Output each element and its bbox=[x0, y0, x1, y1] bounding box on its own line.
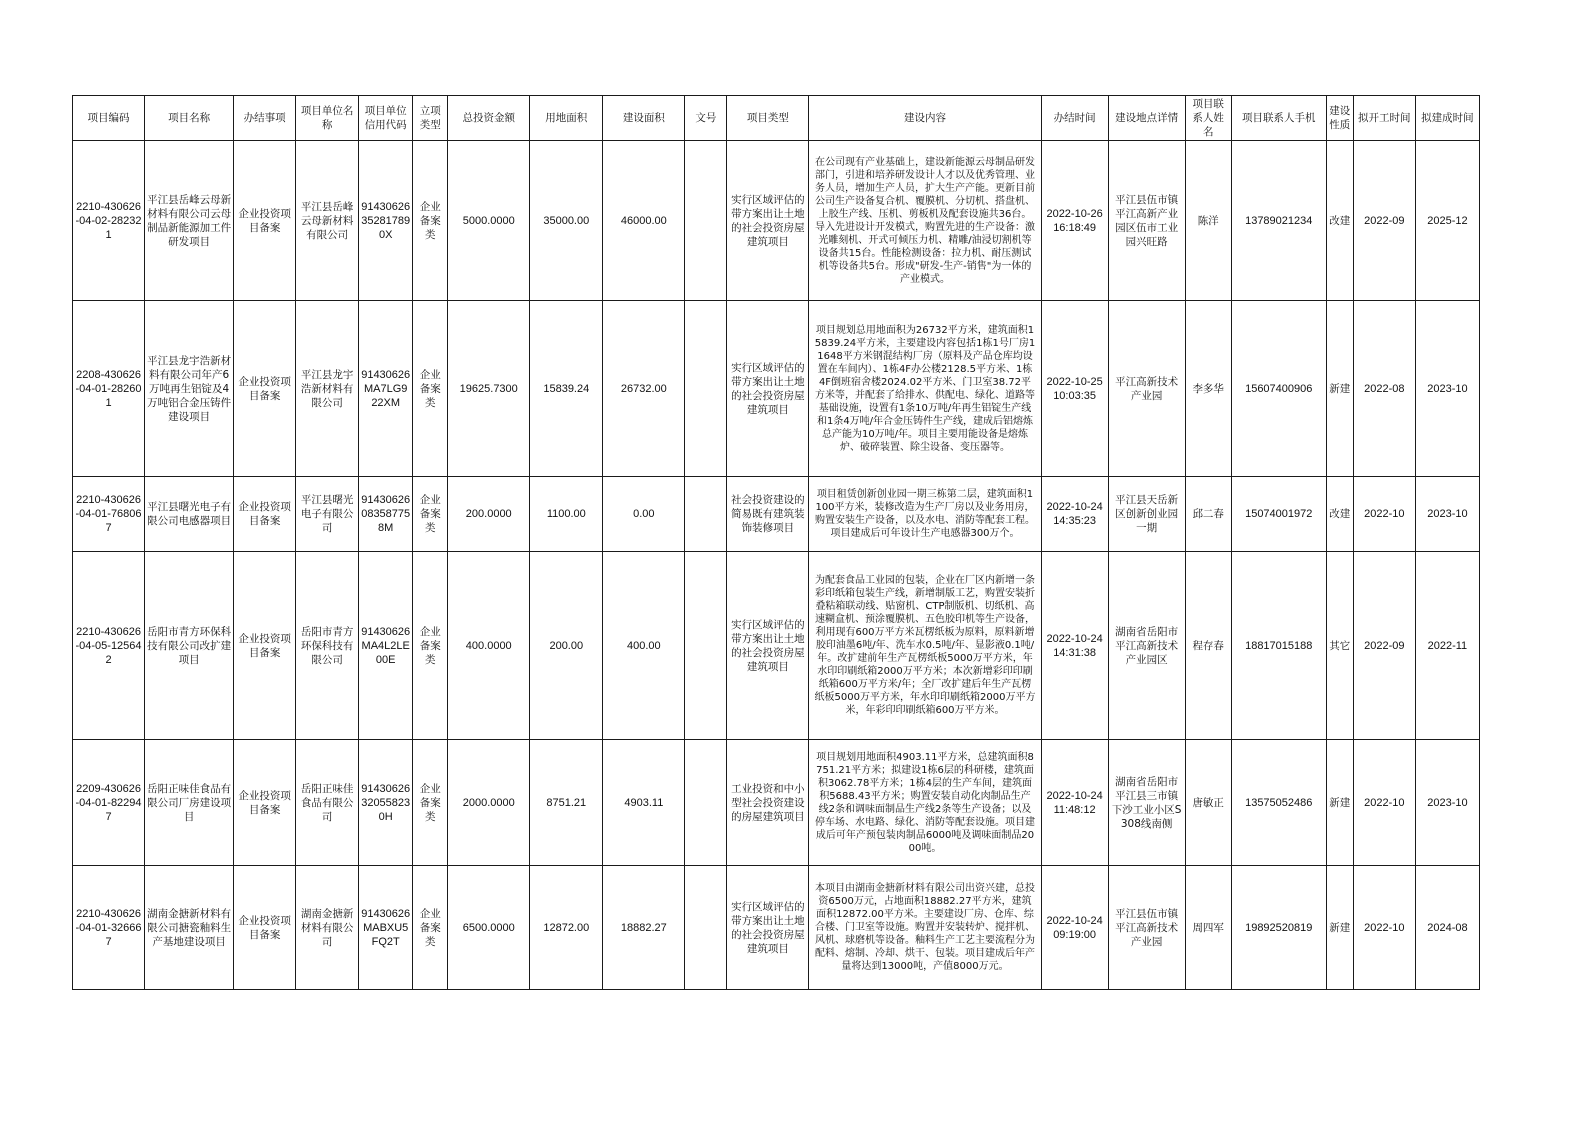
planned-start: 2022-10 bbox=[1353, 740, 1415, 866]
planned-completion: 2023-10 bbox=[1415, 740, 1479, 866]
completion-time: 2022-10-24 11:48:12 bbox=[1041, 740, 1108, 866]
construction-content: 项目租赁创新创业园一期三栋第二层，建筑面积1100平方米，装修改造为生产厂房以及业务用房，购置安装生产设备，以及水电、消防等配套工程。项目建成后可年设计生产电感器300万个。 bbox=[809, 477, 1041, 552]
project-code: 2210-430626-04-01-768067 bbox=[73, 477, 145, 552]
credit-code: 91430626MA4L2LE00E bbox=[359, 552, 413, 740]
project-name: 岳阳正味佳食品有限公司厂房建设项目 bbox=[145, 740, 234, 866]
completion-time: 2022-10-24 09:19:00 bbox=[1041, 866, 1108, 990]
land-area: 35000.00 bbox=[530, 141, 603, 301]
total-investment: 2000.0000 bbox=[448, 740, 530, 866]
construction-content: 为配套食品工业园的包装，企业在厂区内新增一条彩印纸箱包装生产线，新增制版工艺，购置安装折叠粘箱联动线、贴窗机、CTP制版机、切纸机、高速糊盒机、预涂覆膜机、五色胶印机等生产设备，利用现有600万平方米瓦楞纸板为原料，原料新增胶印油墨6吨/年、洗车水0.5吨/年、显影液0.1吨/年。改扩建前年生产瓦楞纸板5000万平方米，年水印印刷纸箱2000万平方米；本次新增彩印印刷纸箱600万平方米/年；全厂改扩建后年生产瓦楞纸板5000万平方米，年水印印刷纸箱2000万平方米，年彩印印刷纸箱600万平方米。 bbox=[809, 552, 1041, 740]
project-type: 实行区域评估的带方案出让土地的社会投资房屋建筑项目 bbox=[727, 866, 809, 990]
total-investment: 200.0000 bbox=[448, 477, 530, 552]
col-header: 建设内容 bbox=[809, 96, 1041, 141]
col-header: 拟建成时间 bbox=[1415, 96, 1479, 141]
planned-start: 2022-09 bbox=[1353, 141, 1415, 301]
completion-time: 2022-10-24 14:35:23 bbox=[1041, 477, 1108, 552]
land-area: 15839.24 bbox=[530, 301, 603, 477]
handled-matter: 企业投资项目备案 bbox=[234, 552, 296, 740]
contact-phone: 13789021234 bbox=[1231, 141, 1326, 301]
location-detail: 平江县伍市镇平江高新技术产业园 bbox=[1108, 866, 1185, 990]
project-name: 岳阳市青方环保科技有限公司改扩建项目 bbox=[145, 552, 234, 740]
land-area: 12872.00 bbox=[530, 866, 603, 990]
contact-name: 邱二春 bbox=[1185, 477, 1231, 552]
col-header: 建设面积 bbox=[603, 96, 685, 141]
credit-code: 91430626320558230H bbox=[359, 740, 413, 866]
handled-matter: 企业投资项目备案 bbox=[234, 301, 296, 477]
contact-name: 李多华 bbox=[1185, 301, 1231, 477]
land-area: 8751.21 bbox=[530, 740, 603, 866]
project-name: 平江县龙宇浩新材料有限公司年产6万吨再生铝锭及4万吨铝合金压铸件建设项目 bbox=[145, 301, 234, 477]
handled-matter: 企业投资项目备案 bbox=[234, 866, 296, 990]
table-row bbox=[73, 477, 1480, 552]
handled-matter: 企业投资项目备案 bbox=[234, 477, 296, 552]
header-row bbox=[73, 96, 1480, 141]
construction-nature: 新建 bbox=[1326, 866, 1353, 990]
construction-content: 项目规划总用地面积为26732平方米，建筑面积15839.24平方米，主要建设内容包括1栋1号厂房11648平方米钢混结构厂房（原料及产品仓库均设置在车间内）、1栋4F办公楼2128.5平方米、1栋4F倒班宿舍楼2024.02平方米、门卫室38.72平方米等，并配套了给排水、供配电、绿化、道路等基础设施，设置有1条10万吨/年再生铝锭生产线和1条4万吨/年合金压铸件生产线，建成后铝熔炼总产能为10万吨/年。项目主要用能设备是熔炼炉、破碎装置、除尘设备、变压器等。 bbox=[809, 301, 1041, 477]
construction-nature: 改建 bbox=[1326, 141, 1353, 301]
building-area: 400.00 bbox=[603, 552, 685, 740]
location-detail: 湖南省岳阳市平江县三市镇下沙工业小区S308线南侧 bbox=[1108, 740, 1185, 866]
unit-name: 湖南金搪新材料有限公司 bbox=[296, 866, 359, 990]
table-row bbox=[73, 740, 1480, 866]
approval-type: 企业备案类 bbox=[413, 301, 448, 477]
location-detail: 平江高新技术产业园 bbox=[1108, 301, 1185, 477]
land-area: 200.00 bbox=[530, 552, 603, 740]
col-header: 项目联系人姓名 bbox=[1185, 96, 1231, 141]
building-area: 0.00 bbox=[603, 477, 685, 552]
completion-time: 2022-10-26 16:18:49 bbox=[1041, 141, 1108, 301]
credit-code: 91430626352817890X bbox=[359, 141, 413, 301]
credit-code: 91430626MA7LG922XM bbox=[359, 301, 413, 477]
planned-completion: 2023-10 bbox=[1415, 301, 1479, 477]
location-detail: 平江县伍市镇平江高新产业园区伍市工业园兴旺路 bbox=[1108, 141, 1185, 301]
building-area: 26732.00 bbox=[603, 301, 685, 477]
handled-matter: 企业投资项目备案 bbox=[234, 740, 296, 866]
col-header: 立项类型 bbox=[413, 96, 448, 141]
project-type: 实行区域评估的带方案出让土地的社会投资房屋建筑项目 bbox=[727, 141, 809, 301]
document-number bbox=[685, 301, 727, 477]
approval-type: 企业备案类 bbox=[413, 740, 448, 866]
table-row bbox=[73, 141, 1480, 301]
approval-type: 企业备案类 bbox=[413, 866, 448, 990]
construction-nature: 改建 bbox=[1326, 477, 1353, 552]
col-header: 用地面积 bbox=[530, 96, 603, 141]
table-row bbox=[73, 866, 1480, 990]
project-type: 工业投资和中小型社会投资建设的房屋建筑项目 bbox=[727, 740, 809, 866]
table-row bbox=[73, 552, 1480, 740]
col-header: 项目类型 bbox=[727, 96, 809, 141]
contact-name: 陈洋 bbox=[1185, 141, 1231, 301]
construction-nature: 其它 bbox=[1326, 552, 1353, 740]
contact-name: 唐敏正 bbox=[1185, 740, 1231, 866]
planned-completion: 2022-11 bbox=[1415, 552, 1479, 740]
construction-nature: 新建 bbox=[1326, 740, 1353, 866]
project-code: 2209-430626-04-01-822947 bbox=[73, 740, 145, 866]
planned-start: 2022-10 bbox=[1353, 477, 1415, 552]
building-area: 46000.00 bbox=[603, 141, 685, 301]
project-name: 平江县岳峰云母新材料有限公司云母制品新能源加工件研发项目 bbox=[145, 141, 234, 301]
project-code: 2210-430626-04-02-282321 bbox=[73, 141, 145, 301]
col-header: 建设地点详情 bbox=[1108, 96, 1185, 141]
handled-matter: 企业投资项目备案 bbox=[234, 141, 296, 301]
document-number bbox=[685, 866, 727, 990]
project-code: 2210-430626-04-05-125642 bbox=[73, 552, 145, 740]
approval-type: 企业备案类 bbox=[413, 141, 448, 301]
project-type: 实行区域评估的带方案出让土地的社会投资房屋建筑项目 bbox=[727, 552, 809, 740]
contact-name: 程存春 bbox=[1185, 552, 1231, 740]
construction-content: 项目规划用地面积4903.11平方米，总建筑面积8751.21平方米；拟建设1栋6层的科研楼，建筑面积3062.78平方米；1栋4层的生产车间，建筑面积5688.43平方米；购置安装自动化肉制品生产线2条和调味面制品生产线2条等生产设备；以及停车场、水电路、绿化、消防等配套设施。项目建成后可年产预包装肉制品6000吨及调味面制品2000吨。 bbox=[809, 740, 1041, 866]
col-header: 项目单位信用代码 bbox=[359, 96, 413, 141]
planned-start: 2022-10 bbox=[1353, 866, 1415, 990]
building-area: 18882.27 bbox=[603, 866, 685, 990]
credit-code: 91430626MABXU5FQ2T bbox=[359, 866, 413, 990]
approval-type: 企业备案类 bbox=[413, 477, 448, 552]
location-detail: 平江县天岳新区创新创业园一期 bbox=[1108, 477, 1185, 552]
total-investment: 5000.0000 bbox=[448, 141, 530, 301]
credit-code: 91430626083587758M bbox=[359, 477, 413, 552]
project-type: 实行区域评估的带方案出让土地的社会投资房屋建筑项目 bbox=[727, 301, 809, 477]
project-type: 社会投资建设的简易既有建筑装饰装修项目 bbox=[727, 477, 809, 552]
contact-name: 周四军 bbox=[1185, 866, 1231, 990]
contact-phone: 15074001972 bbox=[1231, 477, 1326, 552]
col-header: 总投资金额 bbox=[448, 96, 530, 141]
col-header: 办结事项 bbox=[234, 96, 296, 141]
col-header: 建设性质 bbox=[1326, 96, 1353, 141]
col-header: 项目编码 bbox=[73, 96, 145, 141]
project-name: 平江县曙光电子有限公司电感器项目 bbox=[145, 477, 234, 552]
project-code: 2208-430626-04-01-282601 bbox=[73, 301, 145, 477]
col-header: 项目联系人手机 bbox=[1231, 96, 1326, 141]
planned-start: 2022-08 bbox=[1353, 301, 1415, 477]
col-header: 拟开工时间 bbox=[1353, 96, 1415, 141]
contact-phone: 15607400906 bbox=[1231, 301, 1326, 477]
document-number bbox=[685, 740, 727, 866]
document-number bbox=[685, 141, 727, 301]
planned-start: 2022-09 bbox=[1353, 552, 1415, 740]
completion-time: 2022-10-24 14:31:38 bbox=[1041, 552, 1108, 740]
project-table bbox=[72, 95, 1480, 990]
document-number bbox=[685, 477, 727, 552]
unit-name: 岳阳正味佳食品有限公司 bbox=[296, 740, 359, 866]
total-investment: 6500.0000 bbox=[448, 866, 530, 990]
contact-phone: 13575052486 bbox=[1231, 740, 1326, 866]
unit-name: 平江县岳峰云母新材料有限公司 bbox=[296, 141, 359, 301]
planned-completion: 2025-12 bbox=[1415, 141, 1479, 301]
total-investment: 19625.7300 bbox=[448, 301, 530, 477]
land-area: 1100.00 bbox=[530, 477, 603, 552]
approval-type: 企业备案类 bbox=[413, 552, 448, 740]
project-name: 湖南金搪新材料有限公司搪瓷釉料生产基地建设项目 bbox=[145, 866, 234, 990]
col-header: 文号 bbox=[685, 96, 727, 141]
col-header: 办结时间 bbox=[1041, 96, 1108, 141]
location-detail: 湖南省岳阳市平江高新技术产业园区 bbox=[1108, 552, 1185, 740]
construction-content: 本项目由湖南金搪新材料有限公司出资兴建，总投资6500万元，占地面积18882.27平方米，建筑面积12872.00平方米。主要建设厂房、仓库、综合楼、门卫室等设施。购置并安装转炉、搅拌机、风机、球磨机等设备。釉料生产工艺主要流程分为配料、熔制、冷却、烘干、包装。项目建成后年产量将达到13000吨，产值8000万元。 bbox=[809, 866, 1041, 990]
col-header: 项目名称 bbox=[145, 96, 234, 141]
total-investment: 400.0000 bbox=[448, 552, 530, 740]
building-area: 4903.11 bbox=[603, 740, 685, 866]
planned-completion: 2024-08 bbox=[1415, 866, 1479, 990]
construction-content: 在公司现有产业基础上，建设新能源云母制品研发部门，引进和培养研发设计人才以及优秀管理、业务人员，增加生产人员，扩大生产产能。更新目前公司生产设备复合机、覆膜机、分切机、搭盘机、上胶生产线、压机、剪板机及配套设施共36台。导入先进设计开发模式，购置先进的生产设备：激光雕刻机、开式可倾压力机、精雕/油浸切割机等设备共15台。性能检测设备：拉力机、耐压测试机等设备共5台。形成"研发-生产-销售"为一体的产业模式。 bbox=[809, 141, 1041, 301]
col-header: 项目单位名称 bbox=[296, 96, 359, 141]
unit-name: 岳阳市青方环保科技有限公司 bbox=[296, 552, 359, 740]
completion-time: 2022-10-25 10:03:35 bbox=[1041, 301, 1108, 477]
planned-completion: 2023-10 bbox=[1415, 477, 1479, 552]
document-number bbox=[685, 552, 727, 740]
table-row bbox=[73, 301, 1480, 477]
construction-nature: 新建 bbox=[1326, 301, 1353, 477]
contact-phone: 18817015188 bbox=[1231, 552, 1326, 740]
contact-phone: 19892520819 bbox=[1231, 866, 1326, 990]
project-code: 2210-430626-04-01-326667 bbox=[73, 866, 145, 990]
unit-name: 平江县曙光电子有限公司 bbox=[296, 477, 359, 552]
unit-name: 平江县龙宇浩新材料有限公司 bbox=[296, 301, 359, 477]
